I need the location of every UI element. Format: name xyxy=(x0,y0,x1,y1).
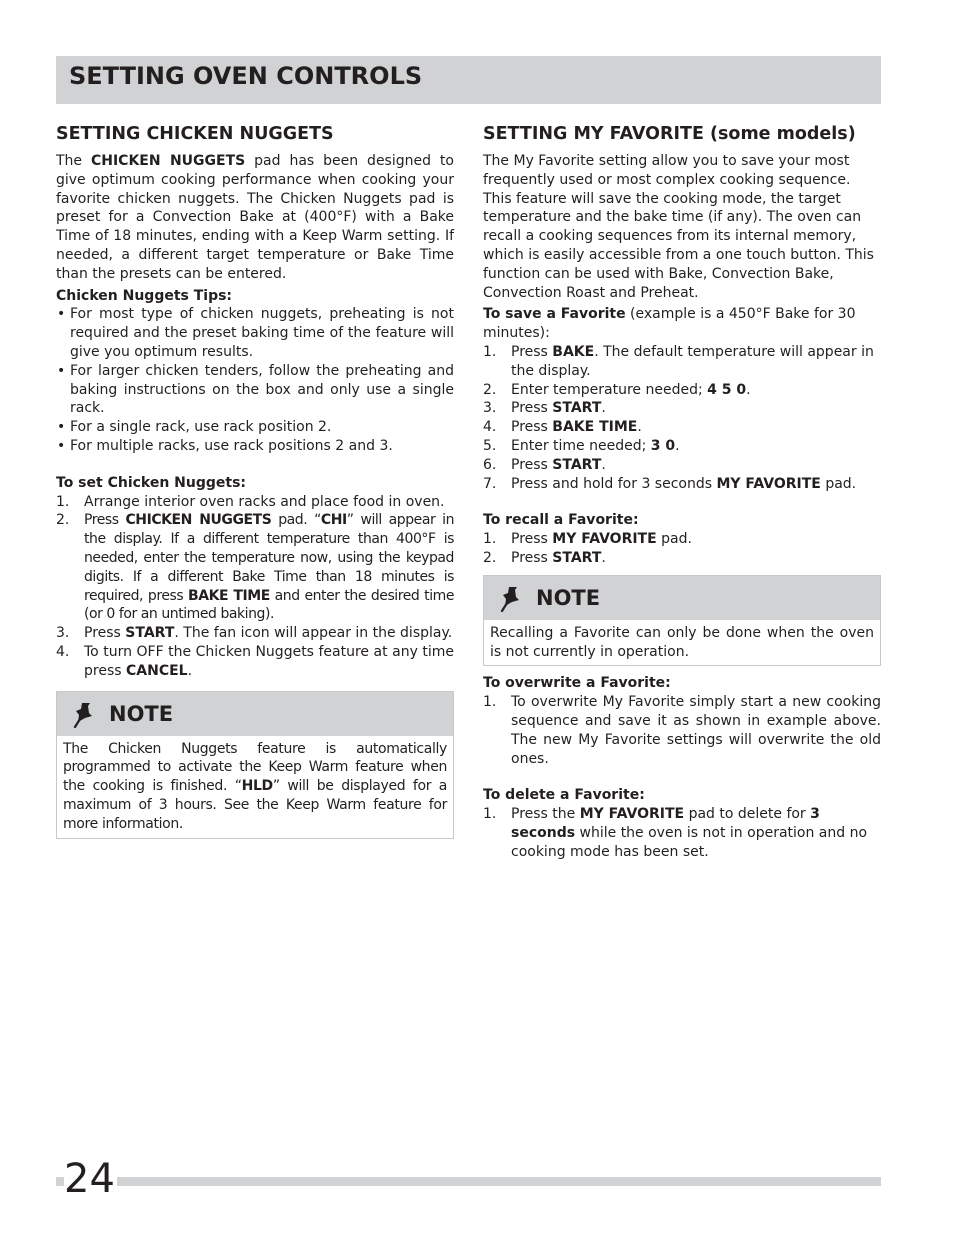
my-favorite-heading: SETTING MY FAVORITE (some models) xyxy=(483,124,856,144)
list-item: 3. Press START. xyxy=(483,400,606,417)
list-item: • For larger chicken tenders, follow the preheating and baking instructions on the box and only use a single rack. xyxy=(56,362,454,418)
list-item: • For most type of chicken nuggets, preheating is not required and the preset baking time of the feature will give you optimum results. xyxy=(56,305,454,361)
list-item: 1. To overwrite My Favorite simply start a new cooking sequence and save it as shown in example above. The new My Favorite settings will overwrite the old ones. xyxy=(483,694,881,767)
recall-favorite-heading: To recall a Favorite: xyxy=(483,512,639,529)
recall-favorite-steps xyxy=(483,530,881,568)
list-item: 2. Enter temperature needed; 4 5 0. xyxy=(483,381,751,398)
page-title: SETTING OVEN CONTROLS xyxy=(69,62,423,90)
list-item: • For multiple racks, use rack positions 2 and 3. xyxy=(56,437,454,456)
note-title: NOTE xyxy=(536,585,601,610)
note-box xyxy=(56,691,454,839)
footer-rule xyxy=(56,1177,881,1186)
list-item: 4. To turn OFF the Chicken Nuggets feature at any time press CANCEL. xyxy=(56,643,454,679)
list-item: • For a single rack, use rack position 2. xyxy=(56,418,454,437)
my-favorite-intro: The My Favorite setting allow you to save your most frequently used or most complex cooking sequence. This feature will save the cooking mode, the target temperature and the bake time (if any). The oven can recall a cooking sequences from its internal memory, which is easily accessible from a one touch button. This function can be used with Bake, Convection Bake, Convection Roast and Preheat. xyxy=(483,153,874,301)
left-column xyxy=(56,122,454,839)
pushpin-icon xyxy=(500,586,522,612)
right-column xyxy=(483,122,881,862)
note-text: The Chicken Nuggets feature is automatically programmed to activate the Keep Warm feature when the cooking is finished. “HLD” will be displayed for a maximum of 3 hours. See the Keep Warm feature for more information. xyxy=(63,740,447,832)
set-nuggets-heading: To set Chicken Nuggets: xyxy=(56,474,247,491)
note-text: Recalling a Favorite can only be done when the oven is not currently in operation. xyxy=(490,624,874,660)
note-header xyxy=(484,576,880,620)
list-item: 3. Press START. The fan icon will appear in the display. xyxy=(56,625,453,642)
list-item: 4. Press BAKE TIME. xyxy=(483,419,642,436)
list-item: 7. Press and hold for 3 seconds MY FAVORITE pad. xyxy=(483,475,857,492)
overwrite-favorite-heading: To overwrite a Favorite: xyxy=(483,675,671,692)
list-item: 2. Press CHICKEN NUGGETS pad. “CHI” will appear in the display. If a different temperature than 400°F is needed, enter the temperature now, using the keypad digits. If a different Bake Time than 18 minutes is required, press BAKE TIME and enter the desired time (or 0 for an untimed baking). xyxy=(56,512,454,623)
note-header xyxy=(57,692,453,736)
note-box xyxy=(483,575,881,667)
list-item: 1. Arrange interior oven racks and place food in oven. xyxy=(56,493,445,510)
list-item: 6. Press START. xyxy=(483,456,606,473)
list-item: 1. Press BAKE. The default temperature will appear in the display. xyxy=(483,343,874,379)
set-nuggets-steps xyxy=(56,493,454,681)
save-favorite-intro: To save a Favorite (example is a 450°F Bake for 30 minutes): xyxy=(483,306,856,342)
overwrite-favorite-steps xyxy=(483,693,881,768)
save-favorite-steps xyxy=(483,343,881,493)
list-item: 1. Press MY FAVORITE pad. xyxy=(483,531,692,548)
delete-favorite-steps xyxy=(483,805,881,861)
pushpin-icon xyxy=(73,702,95,728)
tips-list xyxy=(56,305,454,455)
chicken-nuggets-heading: SETTING CHICKEN NUGGETS xyxy=(56,124,334,144)
list-item: 2. Press START. xyxy=(483,549,606,566)
page-number: 24 xyxy=(64,1156,115,1202)
tips-heading: Chicken Nuggets Tips: xyxy=(56,287,233,304)
chicken-nuggets-intro: The CHICKEN NUGGETS pad has been designed to give optimum cooking performance when cooking your favorite chicken nuggets. The Chicken Nuggets pad is preset for a Convection Bake at (400°F) with a Bake Time of 18 minutes, ending with a Keep Warm setting. If needed, a different target temperature or Bake Time than the presets can be entered. xyxy=(56,153,454,282)
delete-favorite-heading: To delete a Favorite: xyxy=(483,787,645,804)
note-title: NOTE xyxy=(109,701,174,726)
header-bar xyxy=(56,56,881,104)
list-item: 5. Enter time needed; 3 0. xyxy=(483,437,680,454)
list-item: 1. Press the MY FAVORITE pad to delete for 3 seconds while the oven is not in operation and no cooking mode has been set. xyxy=(483,806,868,860)
